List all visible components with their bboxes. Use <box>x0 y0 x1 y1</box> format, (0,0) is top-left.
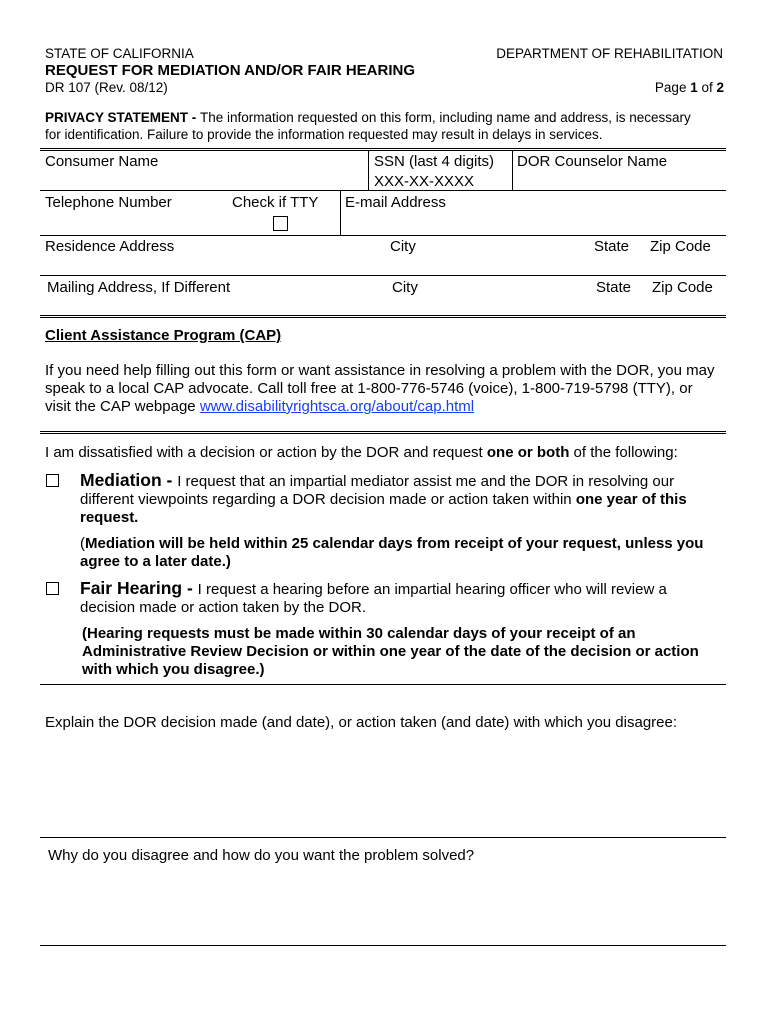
fair-hearing-checkbox[interactable] <box>46 582 59 595</box>
privacy-statement: PRIVACY STATEMENT - The information requested on this form, including name and address, is necessary <box>45 110 691 125</box>
mailing-state-label: State <box>596 279 632 296</box>
section-rule <box>40 431 726 434</box>
tty-checkbox[interactable] <box>273 216 288 231</box>
cap-text: speak to a local CAP advocate. Call toll free at 1-800-776-5746 (voice), 1-800-719-5798 (TTY), or <box>45 380 693 397</box>
residence-label: Residence Address <box>45 238 175 255</box>
form-title: REQUEST FOR MEDIATION AND/OR FAIR HEARING <box>45 62 416 79</box>
grid-rule <box>40 275 726 276</box>
mailing-city-label: City <box>392 279 418 296</box>
fair-hearing-note: Administrative Review Decision or within one year of the date of the decision or action <box>82 643 699 660</box>
answer-rule <box>40 837 726 838</box>
fair-hearing-option: Fair Hearing - I request a hearing before an impartial hearing officer who will review a <box>80 578 667 598</box>
grid-divider <box>340 190 341 235</box>
mediation-text: different viewpoints regarding a DOR decision made or action taken within one year of this <box>80 491 687 508</box>
section-rule <box>40 684 726 685</box>
fair-hearing-note: with which you disagree.) <box>82 661 265 678</box>
cap-text: visit the CAP webpage www.disabilityrightsca.org/about/cap.html <box>45 398 475 415</box>
mediation-note: agree to a later date.) <box>80 553 231 570</box>
mailing-zip-label: Zip Code <box>652 279 713 296</box>
ssn-label: SSN (last 4 digits) <box>374 153 495 170</box>
privacy-statement-cont: for identification. Failure to provide the information requested may result in delays in services. <box>45 127 603 142</box>
telephone-label: Telephone Number <box>45 194 172 211</box>
mediation-checkbox[interactable] <box>46 474 59 487</box>
residence-city-label: City <box>390 238 416 255</box>
tty-label: Check if TTY <box>232 194 319 211</box>
residence-zip-label: Zip Code <box>650 238 711 255</box>
counselor-label: DOR Counselor Name <box>517 153 668 170</box>
fair-hearing-text: decision made or action taken by the DOR. <box>80 599 366 616</box>
cap-heading: Client Assistance Program (CAP) <box>45 327 282 344</box>
page-indicator: Page 1 of 2 <box>654 80 724 95</box>
grid-rule <box>40 190 726 191</box>
fair-hearing-note: (Hearing requests must be made within 30 calendar days of your receipt of an <box>82 625 636 642</box>
request-intro: I am dissatisfied with a decision or action by the DOR and request one or both of the following: <box>45 444 678 461</box>
grid-top-rule <box>40 148 726 151</box>
cap-webpage-link[interactable]: www.disabilityrightsca.org/about/cap.html <box>199 398 475 415</box>
state-label: STATE OF CALIFORNIA <box>45 46 194 61</box>
grid-bottom-rule <box>40 315 726 318</box>
explain-decision-label: Explain the DOR decision made (and date), or action taken (and date) with which you disagree: <box>45 714 678 731</box>
form-number: DR 107 (Rev. 08/12) <box>45 80 168 95</box>
grid-divider <box>512 151 513 190</box>
cap-text: If you need help filling out this form or want assistance in resolving a problem with the DOR, you may <box>45 362 715 379</box>
ssn-format: XXX-XX-XXXX <box>374 173 475 190</box>
email-label: E-mail Address <box>345 194 446 211</box>
mailing-label: Mailing Address, If Different <box>47 279 231 296</box>
residence-state-label: State <box>594 238 630 255</box>
mediation-text: request. <box>80 509 139 526</box>
mediation-option: Mediation - I request that an impartial mediator assist me and the DOR in resolving our <box>80 470 675 490</box>
why-disagree-label: Why do you disagree and how do you want the problem solved? <box>48 847 475 864</box>
answer-rule <box>40 945 726 946</box>
explain-decision-area[interactable] <box>40 735 726 835</box>
consumer-name-label: Consumer Name <box>45 153 159 170</box>
why-disagree-area[interactable] <box>40 868 726 944</box>
department-label: DEPARTMENT OF REHABILITATION <box>496 46 723 61</box>
grid-divider <box>368 151 369 190</box>
mediation-note: (Mediation will be held within 25 calendar days from receipt of your request, unless you <box>80 535 704 552</box>
grid-rule <box>40 235 726 236</box>
